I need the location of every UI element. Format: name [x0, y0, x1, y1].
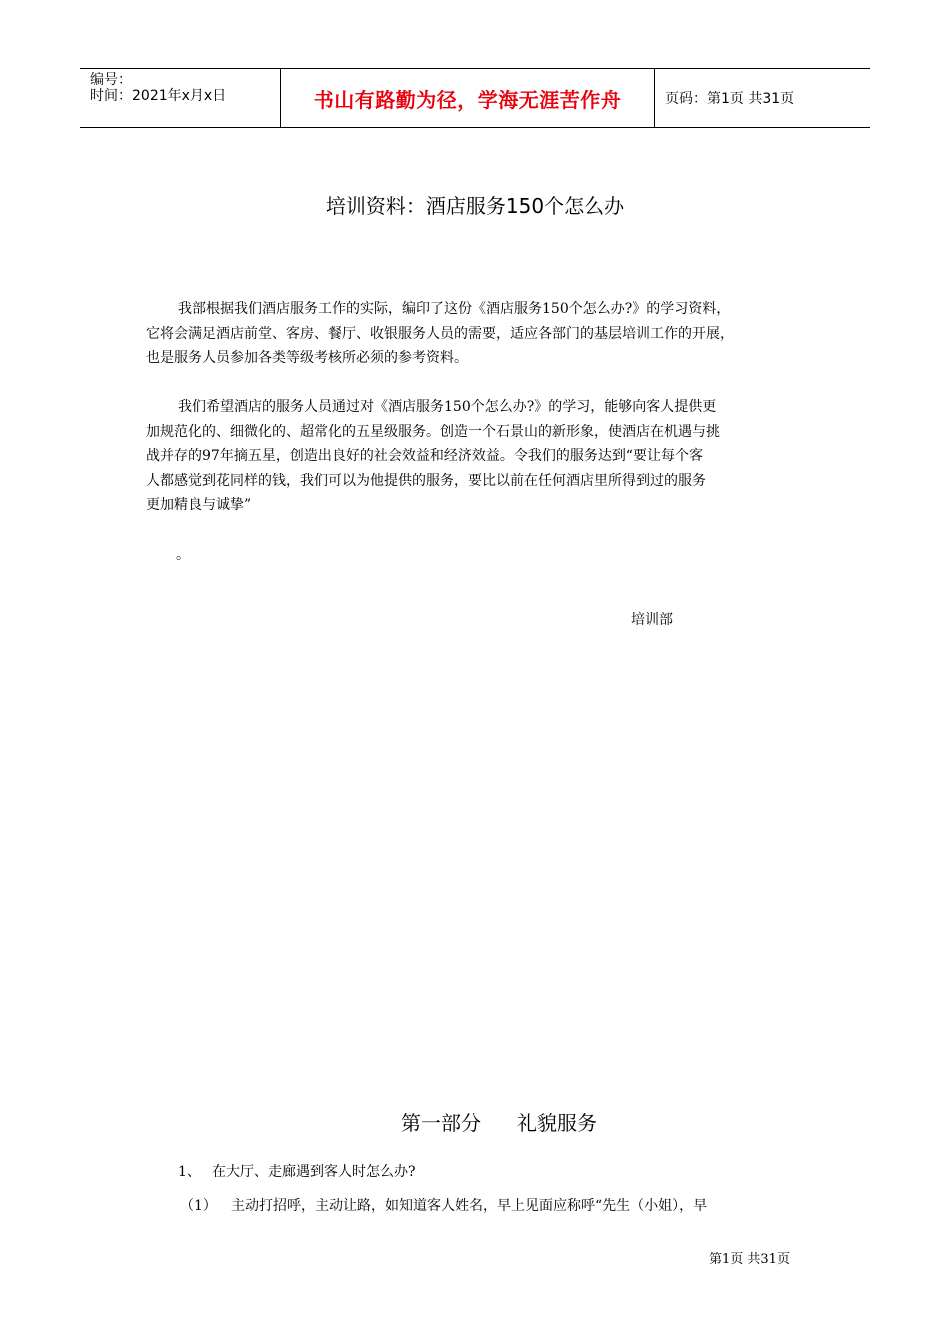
trailing-punctuation: 。 — [176, 547, 190, 563]
answer-text: 主动打招呼，主动让路，如知道客人姓名，早上见面应称呼“先生（小姐），早 — [231, 1198, 708, 1214]
question-text: 在大厅、走廊遇到客人时怎么办? — [212, 1164, 416, 1180]
paragraph-line: 它将会满足酒店前堂、客房、餐厅、收银服务人员的需要，适应各部门的基层培训工作的开展， — [146, 325, 734, 342]
question-item — [178, 1161, 416, 1181]
answer-item — [180, 1195, 707, 1215]
paragraph-line: 我部根据我们酒店服务工作的实际，编印了这份《酒店服务150个怎么办?》的学习资料， — [178, 301, 731, 317]
question-number: 1、 — [178, 1164, 201, 1180]
paragraph-line: 人都感觉到花同样的钱，我们可以为他提供的服务，要比以前在任何酒店里所得到过的服务 — [146, 472, 706, 489]
paragraph-line: 我们希望酒店的服务人员通过对《酒店服务150个怎么办?》的学习，能够向客人提供更 — [178, 399, 717, 415]
paragraph-line: 加规范化的、细微化的、超常化的五星级服务。创造一个石景山的新形象，使酒店在机遇与挑 — [146, 423, 720, 440]
page-footer: 第1页 共31页 — [709, 1252, 790, 1267]
signature-department: 培训部 — [631, 612, 673, 628]
paragraph-line: 战并存的97年摘五星，创造出良好的社会效益和经济效益。令我们的服务达到“要让每个客 — [146, 448, 703, 464]
page-header — [80, 68, 870, 128]
document-title: 培训资料：酒店服务150个怎么办 — [325, 194, 625, 218]
section-name: 礼貌服务 — [517, 1111, 597, 1135]
answer-number: （1） — [180, 1198, 217, 1214]
section-part: 第一部分 — [401, 1111, 481, 1135]
document-date: 时间：2021年x月x日 — [90, 88, 227, 104]
paragraph-line: 也是服务人员参加各类等级考核所必须的参考资料。 — [146, 350, 468, 366]
intro-paragraph-2 — [146, 395, 810, 518]
header-page-info: 页码：第1页 共31页 — [665, 91, 795, 107]
header-meta — [80, 69, 281, 127]
header-motto: 书山有路勤为径，学海无涯苦作舟 — [281, 69, 655, 127]
document-number-label: 编号： — [90, 72, 132, 88]
intro-paragraph-1 — [146, 297, 810, 371]
section-heading — [0, 1109, 950, 1137]
paragraph-line: 更加精良与诚挚” — [146, 497, 252, 513]
